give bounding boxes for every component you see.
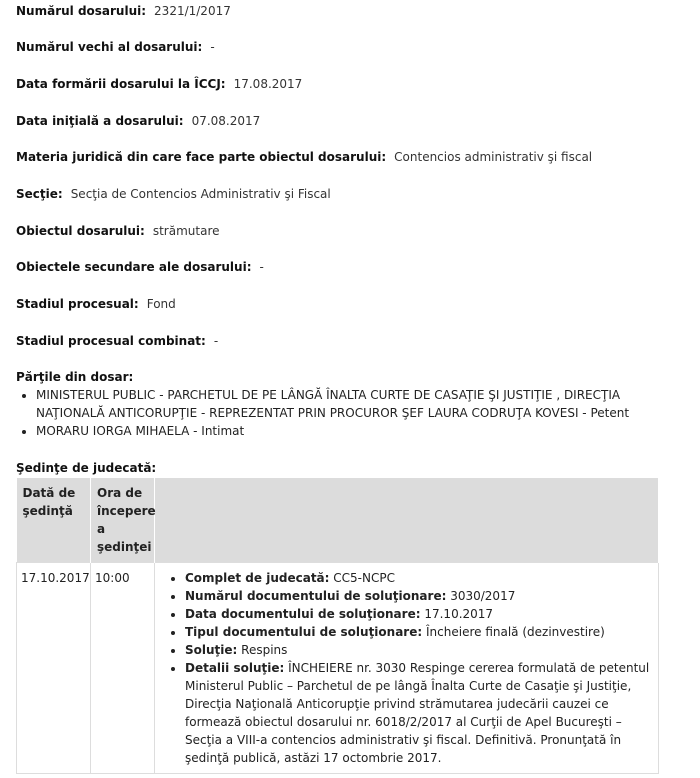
field-value: Secţia de Contencios Administrativ şi Fiscal xyxy=(70,187,331,201)
field-label: Numărul vechi al dosarului: xyxy=(16,40,203,54)
field-label: Stadiul procesual: xyxy=(16,297,139,311)
field-obiecte-secundare xyxy=(16,260,264,274)
party-item: • MINISTERUL PUBLIC - PARCHETUL DE PE LÂNGĂ ÎNALTA CURTE DE CASAŢIE ŞI JUSTIŢIE , DIRECŢIA NAŢIONALĂ ANTICORUPŢIE - REPREZENTAT PRIN PROCUROR ŞEF LAURA CODRUŢA KOVESI - Petent xyxy=(36,386,676,422)
field-label: Data formării dosarului la ÎCCJ: xyxy=(16,77,226,91)
sedinte-table xyxy=(16,478,659,774)
detail-value: 17.10.2017 xyxy=(424,607,494,621)
field-label: Secţie: xyxy=(16,187,63,201)
table-row xyxy=(17,563,659,774)
sedinta-date: 17.10.2017 xyxy=(17,563,91,774)
field-data-formarii xyxy=(16,77,302,91)
field-value: - xyxy=(213,334,219,348)
detail-value: Încheiere finală (dezinvestire) xyxy=(426,625,605,639)
field-value: Contencios administrativ şi fiscal xyxy=(394,150,593,164)
sedinte-title: Şedinţe de judecată: xyxy=(16,461,157,475)
party-item: • MORARU IORGA MIHAELA - Intimat xyxy=(36,422,676,440)
field-sectie xyxy=(16,187,331,201)
detail-detalii-solutie xyxy=(185,659,654,767)
header-ora-incepere: Ora de începere a şedinţei xyxy=(91,478,155,563)
sedinta-details xyxy=(155,563,659,774)
field-obiectul-dosarului xyxy=(16,224,220,238)
detail-label: Complet de judecată: xyxy=(185,571,330,585)
detail-complet xyxy=(185,569,654,587)
detail-data-document xyxy=(185,605,654,623)
field-value: 17.08.2017 xyxy=(233,77,303,91)
detail-numar-document xyxy=(185,587,654,605)
field-value: - xyxy=(259,260,264,274)
field-label: Data iniţială a dosarului: xyxy=(16,114,184,128)
header-data-sedinta: Dată de şedinţă xyxy=(17,478,91,563)
detail-value: Respins xyxy=(241,643,288,657)
detail-value: ÎNCHEIERE nr. 3030 Respinge cererea formulată de petentul Ministerul Public – Parchetul de pe lângă Înalta Curte de Casaţie şi Justiţie, Direcţia Naţională Anticorupţie privind strămutarea judecării cauzei ce formează obiectul dosarului nr. 6018/2/2017 al Curţii de Apel Bucureşti – Secţia a VIII-a contencios administrativ şi fiscal. Definitivă. Pronunţată în şedinţă publică, astăzi 17 octombrie 2017. xyxy=(185,661,650,765)
field-label: Obiectul dosarului: xyxy=(16,224,145,238)
parties-list xyxy=(16,386,676,440)
field-numarul-dosarului xyxy=(16,4,231,18)
field-label: Stadiul procesual combinat: xyxy=(16,334,206,348)
detail-label: Tipul documentului de soluţionare: xyxy=(185,625,423,639)
detail-value: CC5-NCPC xyxy=(333,571,395,585)
detail-value: 3030/2017 xyxy=(450,589,516,603)
parties-title: Părţile din dosar: xyxy=(16,370,134,384)
field-value: - xyxy=(210,40,215,54)
field-numarul-vechi xyxy=(16,40,215,54)
field-value: 2321/1/2017 xyxy=(154,4,231,18)
field-label: Materia juridică din care face parte obiectul dosarului: xyxy=(16,150,387,164)
field-value: strămutare xyxy=(152,224,220,238)
detail-label: Soluţie: xyxy=(185,643,238,657)
detail-solutie xyxy=(185,641,654,659)
detail-label: Data documentului de soluţionare: xyxy=(185,607,421,621)
field-data-initiala xyxy=(16,114,260,128)
field-materia-juridica xyxy=(16,150,592,164)
field-label: Numărul dosarului: xyxy=(16,4,147,18)
detail-label: Numărul documentului de soluţionare: xyxy=(185,589,447,603)
field-stadiul-combinat xyxy=(16,334,218,348)
details-list xyxy=(159,569,654,767)
field-stadiul-procesual xyxy=(16,297,176,311)
field-label: Obiectele secundare ale dosarului: xyxy=(16,260,252,274)
header-detalii xyxy=(155,478,659,563)
sedinta-time: 10:00 xyxy=(91,563,155,774)
field-value: 07.08.2017 xyxy=(191,114,261,128)
field-value: Fond xyxy=(146,297,176,311)
sedinte-header-row xyxy=(17,478,659,563)
detail-tip-document xyxy=(185,623,654,641)
detail-label: Detalii soluţie: xyxy=(185,661,285,675)
